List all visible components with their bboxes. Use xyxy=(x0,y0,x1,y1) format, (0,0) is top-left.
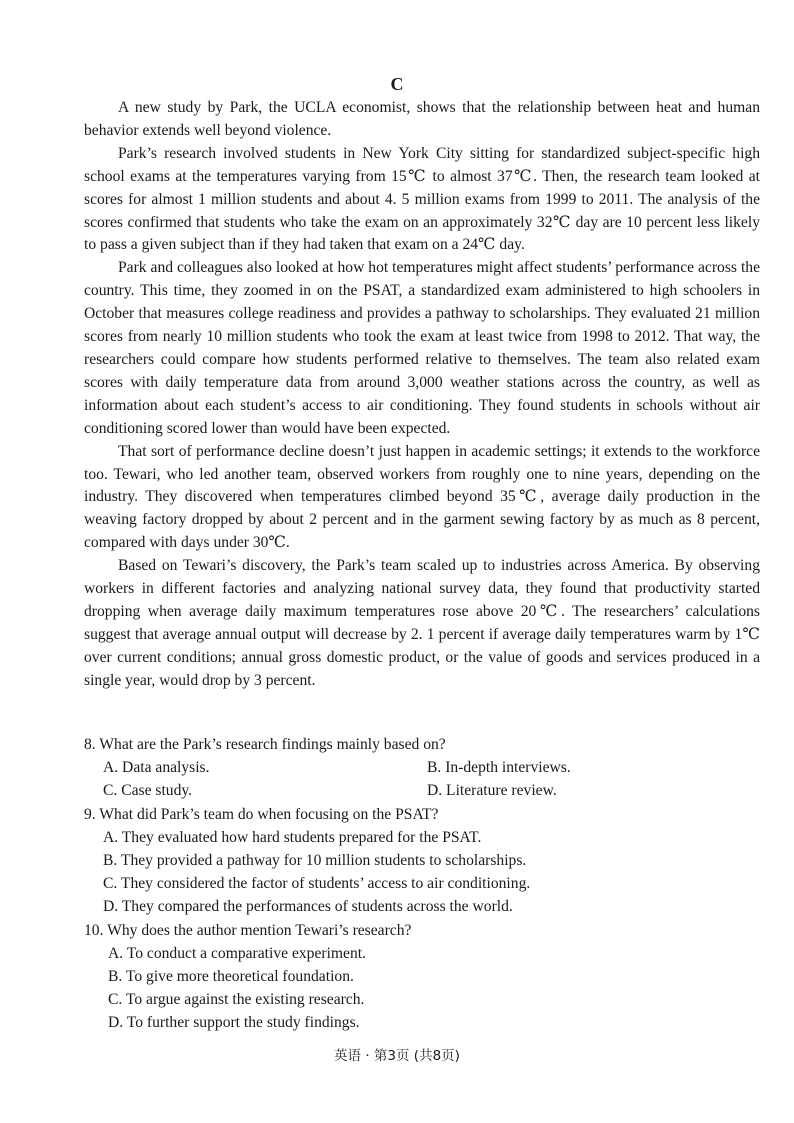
passage-paragraph: A new study by Park, the UCLA economist, shows that the relationship between heat and human behavior extends well beyond violence. xyxy=(84,99,760,139)
question-9 xyxy=(84,803,760,919)
section-title: C xyxy=(390,74,404,94)
question-stem: 10. Why does the author mention Tewari’s research? xyxy=(84,921,412,939)
passage-paragraph: Park’s research involved students in New York City sitting for standardized subject-specific high school exams at the temperatures varying from 15℃ to almost 37℃. Then, the research team looked at scores for almost 1 million students and about 4. 5 million exams from 1999 to 2011. The analysis of the scores confirmed that students who take the exam on an approximately 32℃ day are 10 percent less likely to pass a given subject than if they had taken that exam on a 24℃ day. xyxy=(84,144,760,254)
passage-paragraph: Based on Tewari’s discovery, the Park’s team scaled up to industries across America. By observing workers in different factories and analyzing national survey data, they found that productivity started dropping when average daily maximum temperatures rose above 20℃. The researchers’ calculations suggest that average annual output will decrease by 2. 1 percent if average daily temperatures warm by 1℃ over current conditions; annual gross domestic product, or the value of goods and services produced in a single year, would drop by 3 percent. xyxy=(84,557,760,689)
question-8 xyxy=(84,733,760,803)
answer-options xyxy=(84,756,760,802)
answer-option-d[interactable]: D. To further support the study findings. xyxy=(108,1014,360,1032)
question-stem: 9. What did Park’s team do when focusing on the PSAT? xyxy=(84,805,439,823)
answer-options xyxy=(84,826,760,919)
answer-option-d[interactable]: D. Literature review. xyxy=(427,782,557,800)
answer-option-d[interactable]: D. They compared the performances of students across the world. xyxy=(103,898,513,916)
passage-paragraph: Park and colleagues also looked at how hot temperatures might affect students’ performance across the country. This time, they zoomed in on the PSAT, a standardized exam administered to high schoolers in October that measures college readiness and provides a pathway to scholarships. They evaluated 21 million scores from nearly 10 million students who took the exam at least twice from 1998 to 2012. That way, the researchers could compare how students performed relative to themselves. The team also related exam scores with daily temperature data from around 3,000 weather stations across the country, as well as information about each student’s access to air conditioning. They found students in schools without air conditioning scored lower than would have been expected. xyxy=(84,259,760,437)
answer-option-c[interactable]: C. Case study. xyxy=(103,782,193,800)
question-stem: 8. What are the Park’s research findings mainly based on? xyxy=(84,736,446,753)
answer-options xyxy=(84,942,760,1035)
reading-passage xyxy=(84,97,760,693)
answer-option-c[interactable]: C. They considered the factor of students’ access to air conditioning. xyxy=(103,875,531,893)
question-10 xyxy=(84,919,760,1035)
passage-paragraph: That sort of performance decline doesn’t just happen in academic settings; it extends to the workforce too. Tewari, who led another team, observed workers from roughly one to nine years, depending on the industry. They discovered when temperatures climbed beyond 35℃, average daily production in the weaving factory dropped by about 2 percent and in the garment sewing factory by as much as 8 percent, compared with days under 30℃. xyxy=(84,442,760,552)
answer-option-a[interactable]: A. Data analysis. xyxy=(103,759,210,777)
answer-option-b[interactable]: B. They provided a pathway for 10 million students to scholarships. xyxy=(103,852,527,870)
answer-option-b[interactable]: B. To give more theoretical foundation. xyxy=(108,968,354,986)
page-footer: 英语 · 第3页 (共8页) xyxy=(334,1048,460,1064)
answer-option-b[interactable]: B. In-depth interviews. xyxy=(427,759,571,777)
answer-option-a[interactable]: A. To conduct a comparative experiment. xyxy=(108,944,366,962)
answer-option-c[interactable]: C. To argue against the existing research. xyxy=(108,991,365,1009)
answer-option-a[interactable]: A. They evaluated how hard students prepared for the PSAT. xyxy=(103,828,482,846)
question-list xyxy=(84,733,760,1035)
